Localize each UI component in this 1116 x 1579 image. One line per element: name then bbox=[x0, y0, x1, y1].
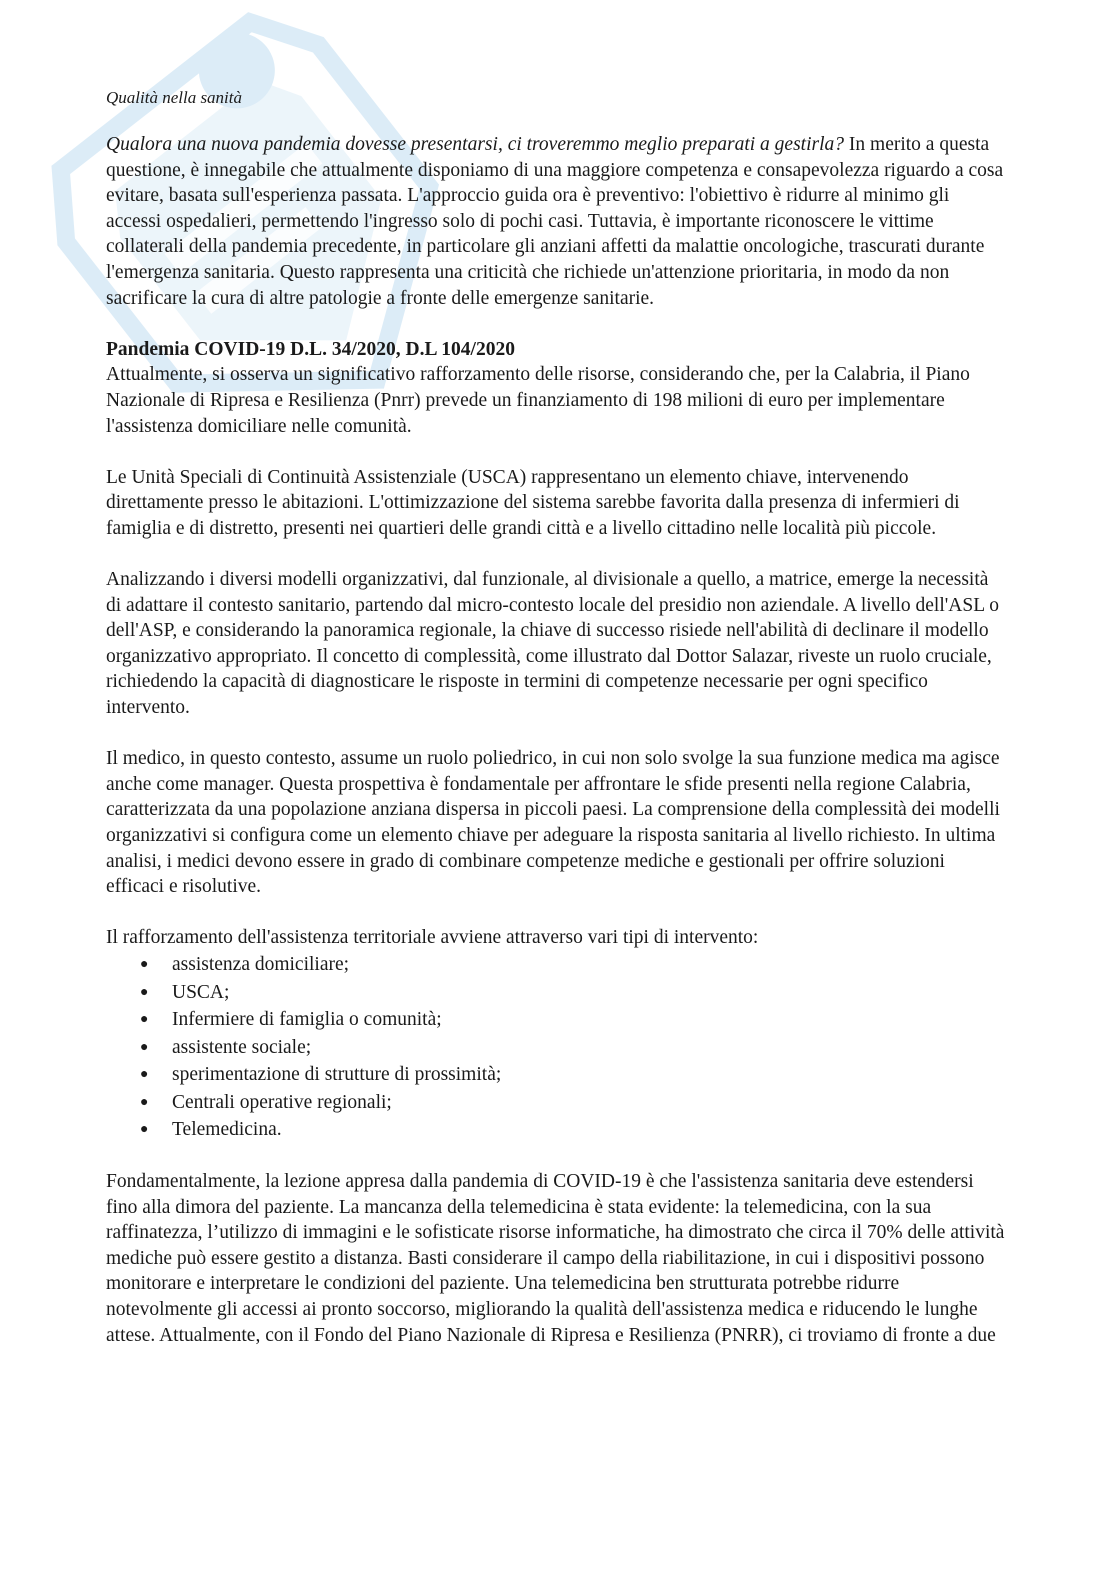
covid-section bbox=[106, 337, 1006, 1349]
bullet-dot-icon: ● bbox=[140, 984, 149, 1000]
list-item: ● USCA; bbox=[106, 979, 1006, 1007]
bullet-dot-icon: ● bbox=[140, 1012, 149, 1027]
list-item: ● assistenza domiciliare; bbox=[106, 951, 1006, 979]
list-intro: Il rafforzamento dell'assistenza territoriale avviene attraverso vari tipi di intervento: bbox=[106, 927, 759, 949]
list-item: ● Infermiere di famiglia o comunità; bbox=[106, 1006, 1006, 1034]
list-item: ● assistente sociale; bbox=[106, 1034, 1006, 1062]
closing-paragraph: Fondamentalmente, la lezione appresa dalla pandemia di COVID-19 è che l'assistenza sanitaria deve estendersi fino alla dimora del paziente. La mancanza della telemedicina è stata evidente: la telemedicina, con la sua raffinatezza, l’utilizzo di immagini e le sofisticate risorse informatiche, ha dimostrato che circa il 70% delle attività mediche può essere gestito a distanza. Basti considerare il campo della riabilitazione, in cui i dispositivi possono monitorare e interpretare le condizioni del paziente. Una telemedicina ben strutturata potrebbe ridurre notevolmente gli accessi ai pronto soccorso, migliorando la qualità dell'assistenza medica e riducendo le lunghe attese. Attualmente, con il Fondo del Piano Nazionale di Ripresa e Resilienza (PNRR), ci troviamo di fronte a due bbox=[106, 1171, 1005, 1346]
intro-question: Qualora una nuova pandemia dovesse presentarsi, ci troveremmo meglio preparati a gestirla? bbox=[106, 134, 845, 155]
section-paragraph-pnrr: Attualmente, si osserva un significativo rafforzamento delle risorse, considerando che, per la Calabria, il Piano Nazionale di Ripresa e Resilienza (Pnrr) prevede un finanziamento di 198 milioni di euro per implementare l'assistenza domiciliare nelle comunità. bbox=[106, 364, 970, 437]
list-item: ● Telemedicina. bbox=[106, 1116, 1006, 1144]
bullet-dot-icon: ● bbox=[140, 957, 149, 972]
document-header-title: Qualità nella sanità bbox=[106, 88, 242, 107]
bullet-dot-icon: ● bbox=[140, 1094, 149, 1110]
section-paragraph-usca: Le Unità Speciali di Continuità Assistenziale (USCA) rappresentano un elemento chiave, intervenendo direttamente presso le abitazioni. L'ottimizzazione del sistema sarebbe favorita dalla presenza di infermieri di famiglia e di distretto, presenti nei quartieri delle grandi città e a livello cittadino nelle località più piccole. bbox=[106, 466, 960, 539]
document-page bbox=[106, 86, 1006, 1374]
section-paragraph-medico: Il medico, in questo contesto, assume un ruolo poliedrico, in cui non solo svolge la sua funzione medica ma agisce anche come manager. Questa prospettiva è fondamentale per affrontare le sfide presenti nella regione Calabria, caratterizzata da una popolazione anziana dispersa in piccoli paesi. La comprensione della complessità dei modelli organizzativi si configura come un elemento chiave per adeguare la risposta sanitaria al livello richiesto. In ultima analisi, i medici devono essere in grado di combinare competenze mediche e gestionali per offrire soluzioni efficaci e risolutive. bbox=[106, 748, 1000, 898]
section-paragraph-models: Analizzando i diversi modelli organizzativi, dal funzionale, al divisionale a quello, a matrice, emerge la necessità di adattare il contesto sanitario, partendo dal micro-contesto locale del presidio non aziendale. A livello dell'ASL o dell'ASP, e considerando la panoramica regionale, la chiave di successo risiede nell'abilità di declinare il modello organizzativo appropriato. Il concetto di complessità, come illustrato dal Dottor Salazar, riveste un ruolo cruciale, richiedendo la capacità di diagnosticare le risposte in termini di competenze necessarie per ogni specifico intervento. bbox=[106, 569, 1000, 719]
list-item: ● Centrali operative regionali; bbox=[106, 1089, 1006, 1117]
section-heading: Pandemia COVID-19 D.L. 34/2020, D.L 104/2020 bbox=[106, 338, 515, 360]
list-item: ● sperimentazione di strutture di prossimità; bbox=[106, 1061, 1006, 1089]
intro-paragraph bbox=[106, 132, 1006, 311]
bullet-dot-icon: ● bbox=[140, 1122, 149, 1137]
bullet-dot-icon: ● bbox=[140, 1067, 149, 1082]
intervention-list bbox=[106, 951, 1006, 1144]
intro-text: In merito a questa questione, è innegabile che attualmente disponiamo di una maggiore competenza e consapevolezza riguardo a cosa evitare, basata sull'esperienza passata. L'approccio guida ora è preventivo: l'obiettivo è ridurre al minimo gli accessi ospedalieri, permettendo l'ingresso solo di pochi casi. Tuttavia, è importante riconoscere le vittime collaterali della pandemia precedente, in particolare gli anziani affetti da malattie oncologiche, trascurati durante l'emergenza sanitaria. Questo rappresenta una criticità che richiede un'attenzione prioritaria, in modo da non sacrificare la cura di altre patologie a fronte delle emergenze sanitarie. bbox=[106, 134, 1004, 309]
bullet-dot-icon: ● bbox=[140, 1039, 149, 1055]
